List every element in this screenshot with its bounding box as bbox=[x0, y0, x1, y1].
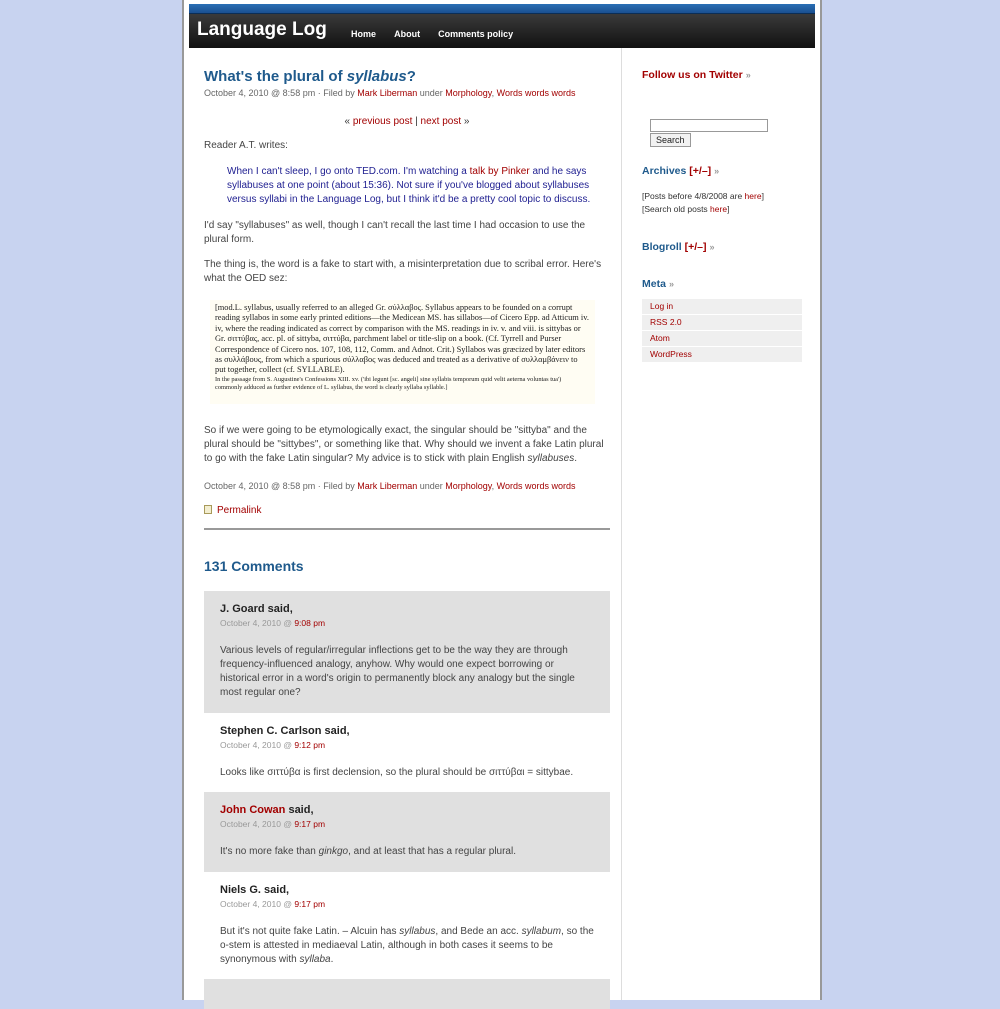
comment-text: Various levels of regular/irregular inflections get to be the way they are through frequency-influenced analogy, anyhow. Why would one expect borrowing or historical error in a word's origin to permanently block any analogy but the single most regular one? bbox=[220, 645, 575, 698]
comments-title: 131 Comments bbox=[204, 558, 304, 574]
meta-list bbox=[642, 299, 802, 363]
comment-author: Stephen C. Carlson said, bbox=[220, 725, 350, 737]
comment-author: Niels G. said, bbox=[220, 884, 290, 896]
search-input[interactable] bbox=[650, 119, 768, 132]
raquo-icon: » bbox=[709, 242, 715, 252]
search-old-posts-link[interactable]: here bbox=[710, 203, 728, 214]
comment bbox=[204, 872, 610, 979]
meta-heading: Meta » bbox=[642, 278, 674, 290]
reader-intro: Reader A.T. writes: bbox=[204, 140, 288, 151]
comment bbox=[204, 979, 610, 1009]
main-content bbox=[204, 68, 610, 1009]
archives-toggle[interactable]: [+/–] bbox=[689, 165, 712, 177]
old-posts-note: [Posts before 4/8/2008 are here] [Search old posts here] bbox=[642, 191, 764, 214]
pinker-talk-link[interactable]: talk by Pinker bbox=[469, 166, 530, 177]
site-header bbox=[189, 14, 815, 48]
comment-date: October 4, 2010 @ 9:17 pm bbox=[220, 819, 326, 829]
comment-author-link[interactable]: John Cowan bbox=[220, 804, 286, 816]
post-title[interactable]: What's the plural of syllabus? bbox=[204, 68, 416, 85]
raquo-icon: » bbox=[714, 166, 720, 176]
raquo-icon: » bbox=[745, 70, 751, 80]
wordpress-link[interactable]: WordPress bbox=[642, 347, 802, 363]
comment bbox=[204, 792, 610, 872]
oed-excerpt-image: [mod.L. syllabus, usually referred to an alleged Gr. σύλλαβος. Syllabus appears to be founded on a corrupt reading syllabos in some early printed editions—the Medicean MS. has sillabos—of Cicero Epp. ad Atticum iv. iv, where the reading indicated as correct by comparison with the MS. readings in iv. v. and viii. is sittybas or Gr. σιττύβας, acc. pl. of sittyba, σιττύβα, parchment label or title-slip on a book. (Cf. Tyrrell and Purser Correspondence of Cicero nos. 107, 108, 112, Comm. and Adnot. Crit.) Syllabos was græcized by later editors as συλλάβους, from which a spurious σύλλαβος was deduced and treated as a derivative of συλλαμβάνειν to put together, collect (cf. SYLLABLE). In the passage from S. Augustine's Confessions XIII. xv. ('ibi legunt [sc. angeli] sine syllabis temporum quid velit aeterna voluntas tua') commonly adduced as further evidence of L. syllabus, the word is clearly syllaba syllable.] bbox=[210, 300, 595, 404]
comment-text: It's no more fake than ginkgo, and at least that has a regular plural. bbox=[220, 846, 516, 857]
nav-comments-policy[interactable]: Comments policy bbox=[438, 29, 514, 39]
comment-date: October 4, 2010 @ 9:17 pm bbox=[220, 899, 326, 909]
comment bbox=[204, 591, 610, 713]
permalink-link[interactable]: Permalink bbox=[217, 505, 262, 516]
comment bbox=[204, 713, 610, 792]
next-post-link[interactable]: next post bbox=[420, 116, 462, 127]
comment-author: J. Goard said, bbox=[220, 603, 293, 615]
comment-author: John Cowan said, bbox=[220, 804, 314, 816]
login-link[interactable]: Log in bbox=[642, 299, 802, 315]
nav-about[interactable]: About bbox=[394, 29, 421, 39]
main-nav bbox=[351, 28, 528, 40]
post-navigation: « previous post | next post » bbox=[344, 116, 470, 127]
atom-link[interactable]: Atom bbox=[642, 331, 802, 347]
blogroll-heading: Blogroll [+/–] » bbox=[642, 241, 715, 253]
divider bbox=[204, 528, 610, 530]
reader-quote: When I can't sleep, I go onto TED.com. I'm watching a talk by Pinker and he says syllabuses at one point (about 15:36). Not sure if you've blogged about syllabuses versus syllabi in the Language Log, but I think it'd be a pretty cool topic to discuss. bbox=[227, 166, 591, 205]
post-meta: October 4, 2010 @ 8:58 pm · Filed by Mark Liberman under Morphology, Words words words bbox=[204, 88, 576, 98]
comment-permalink[interactable]: 9:17 pm bbox=[294, 899, 326, 909]
category-words-link[interactable]: Words words words bbox=[496, 88, 576, 98]
comment-permalink[interactable]: 9:08 pm bbox=[294, 618, 326, 628]
comment-text: Looks like σιττύβα is first declension, so the plural should be σιττύβαι = sittybae. bbox=[220, 767, 574, 778]
old-posts-link[interactable]: here bbox=[744, 191, 762, 201]
comment-permalink[interactable]: 9:12 pm bbox=[294, 740, 326, 750]
blogroll-toggle[interactable]: [+/–] bbox=[684, 241, 707, 253]
sidebar bbox=[642, 68, 802, 363]
previous-post-link[interactable]: previous post bbox=[352, 116, 413, 127]
paragraph: I'd say "syllabuses" as well, though I can't recall the last time I had occasion to use the plural form. bbox=[204, 220, 586, 245]
top-accent-bar bbox=[189, 4, 815, 14]
comment-date: October 4, 2010 @ 9:08 pm bbox=[220, 618, 326, 628]
category-words-link[interactable]: Words words words bbox=[496, 481, 576, 491]
raquo-icon: » bbox=[668, 279, 674, 289]
site-title[interactable]: Language Log bbox=[197, 19, 327, 40]
paragraph: So if we were going to be etymologically exact, the singular should be "sittyba" and the plural should be "sittybes", or something like that. Why should we invent a fake Latin plural to go with the fake Latin singular? My advice is to stick with plain English syllabuses. bbox=[204, 425, 604, 464]
post-meta-footer: October 4, 2010 @ 8:58 pm · Filed by Mark Liberman under Morphology, Words words words bbox=[204, 481, 576, 491]
comment-date: October 4, 2010 @ 9:12 pm bbox=[220, 740, 326, 750]
rss-link[interactable]: RSS 2.0 bbox=[642, 315, 802, 331]
permalink-icon bbox=[204, 505, 212, 514]
author-link[interactable]: Mark Liberman bbox=[357, 481, 418, 491]
twitter-heading bbox=[642, 69, 802, 81]
page-frame bbox=[182, 0, 822, 1000]
permalink bbox=[204, 505, 610, 516]
nav-home[interactable]: Home bbox=[351, 29, 377, 39]
twitter-link[interactable]: Follow us on Twitter bbox=[642, 69, 743, 81]
category-morphology-link[interactable]: Morphology bbox=[445, 88, 492, 98]
category-morphology-link[interactable]: Morphology bbox=[445, 481, 492, 491]
paragraph: The thing is, the word is a fake to start with, a misinterpretation due to scribal error. Here's what the OED sez: bbox=[204, 259, 602, 284]
comment-text: But it's not quite fake Latin. – Alcuin has syllabus, and Bede an acc. syllabum, so the o-stem is attested in mediaeval Latin, although in both cases it seems to be synonymous with syllaba. bbox=[220, 926, 594, 965]
search-button[interactable]: Search bbox=[650, 133, 691, 147]
comment-list bbox=[204, 591, 610, 1009]
comment-permalink[interactable]: 9:17 pm bbox=[294, 819, 326, 829]
sidebar-divider bbox=[621, 48, 622, 1000]
archives-heading: Archives [+/–] » bbox=[642, 165, 720, 177]
author-link[interactable]: Mark Liberman bbox=[357, 88, 418, 98]
